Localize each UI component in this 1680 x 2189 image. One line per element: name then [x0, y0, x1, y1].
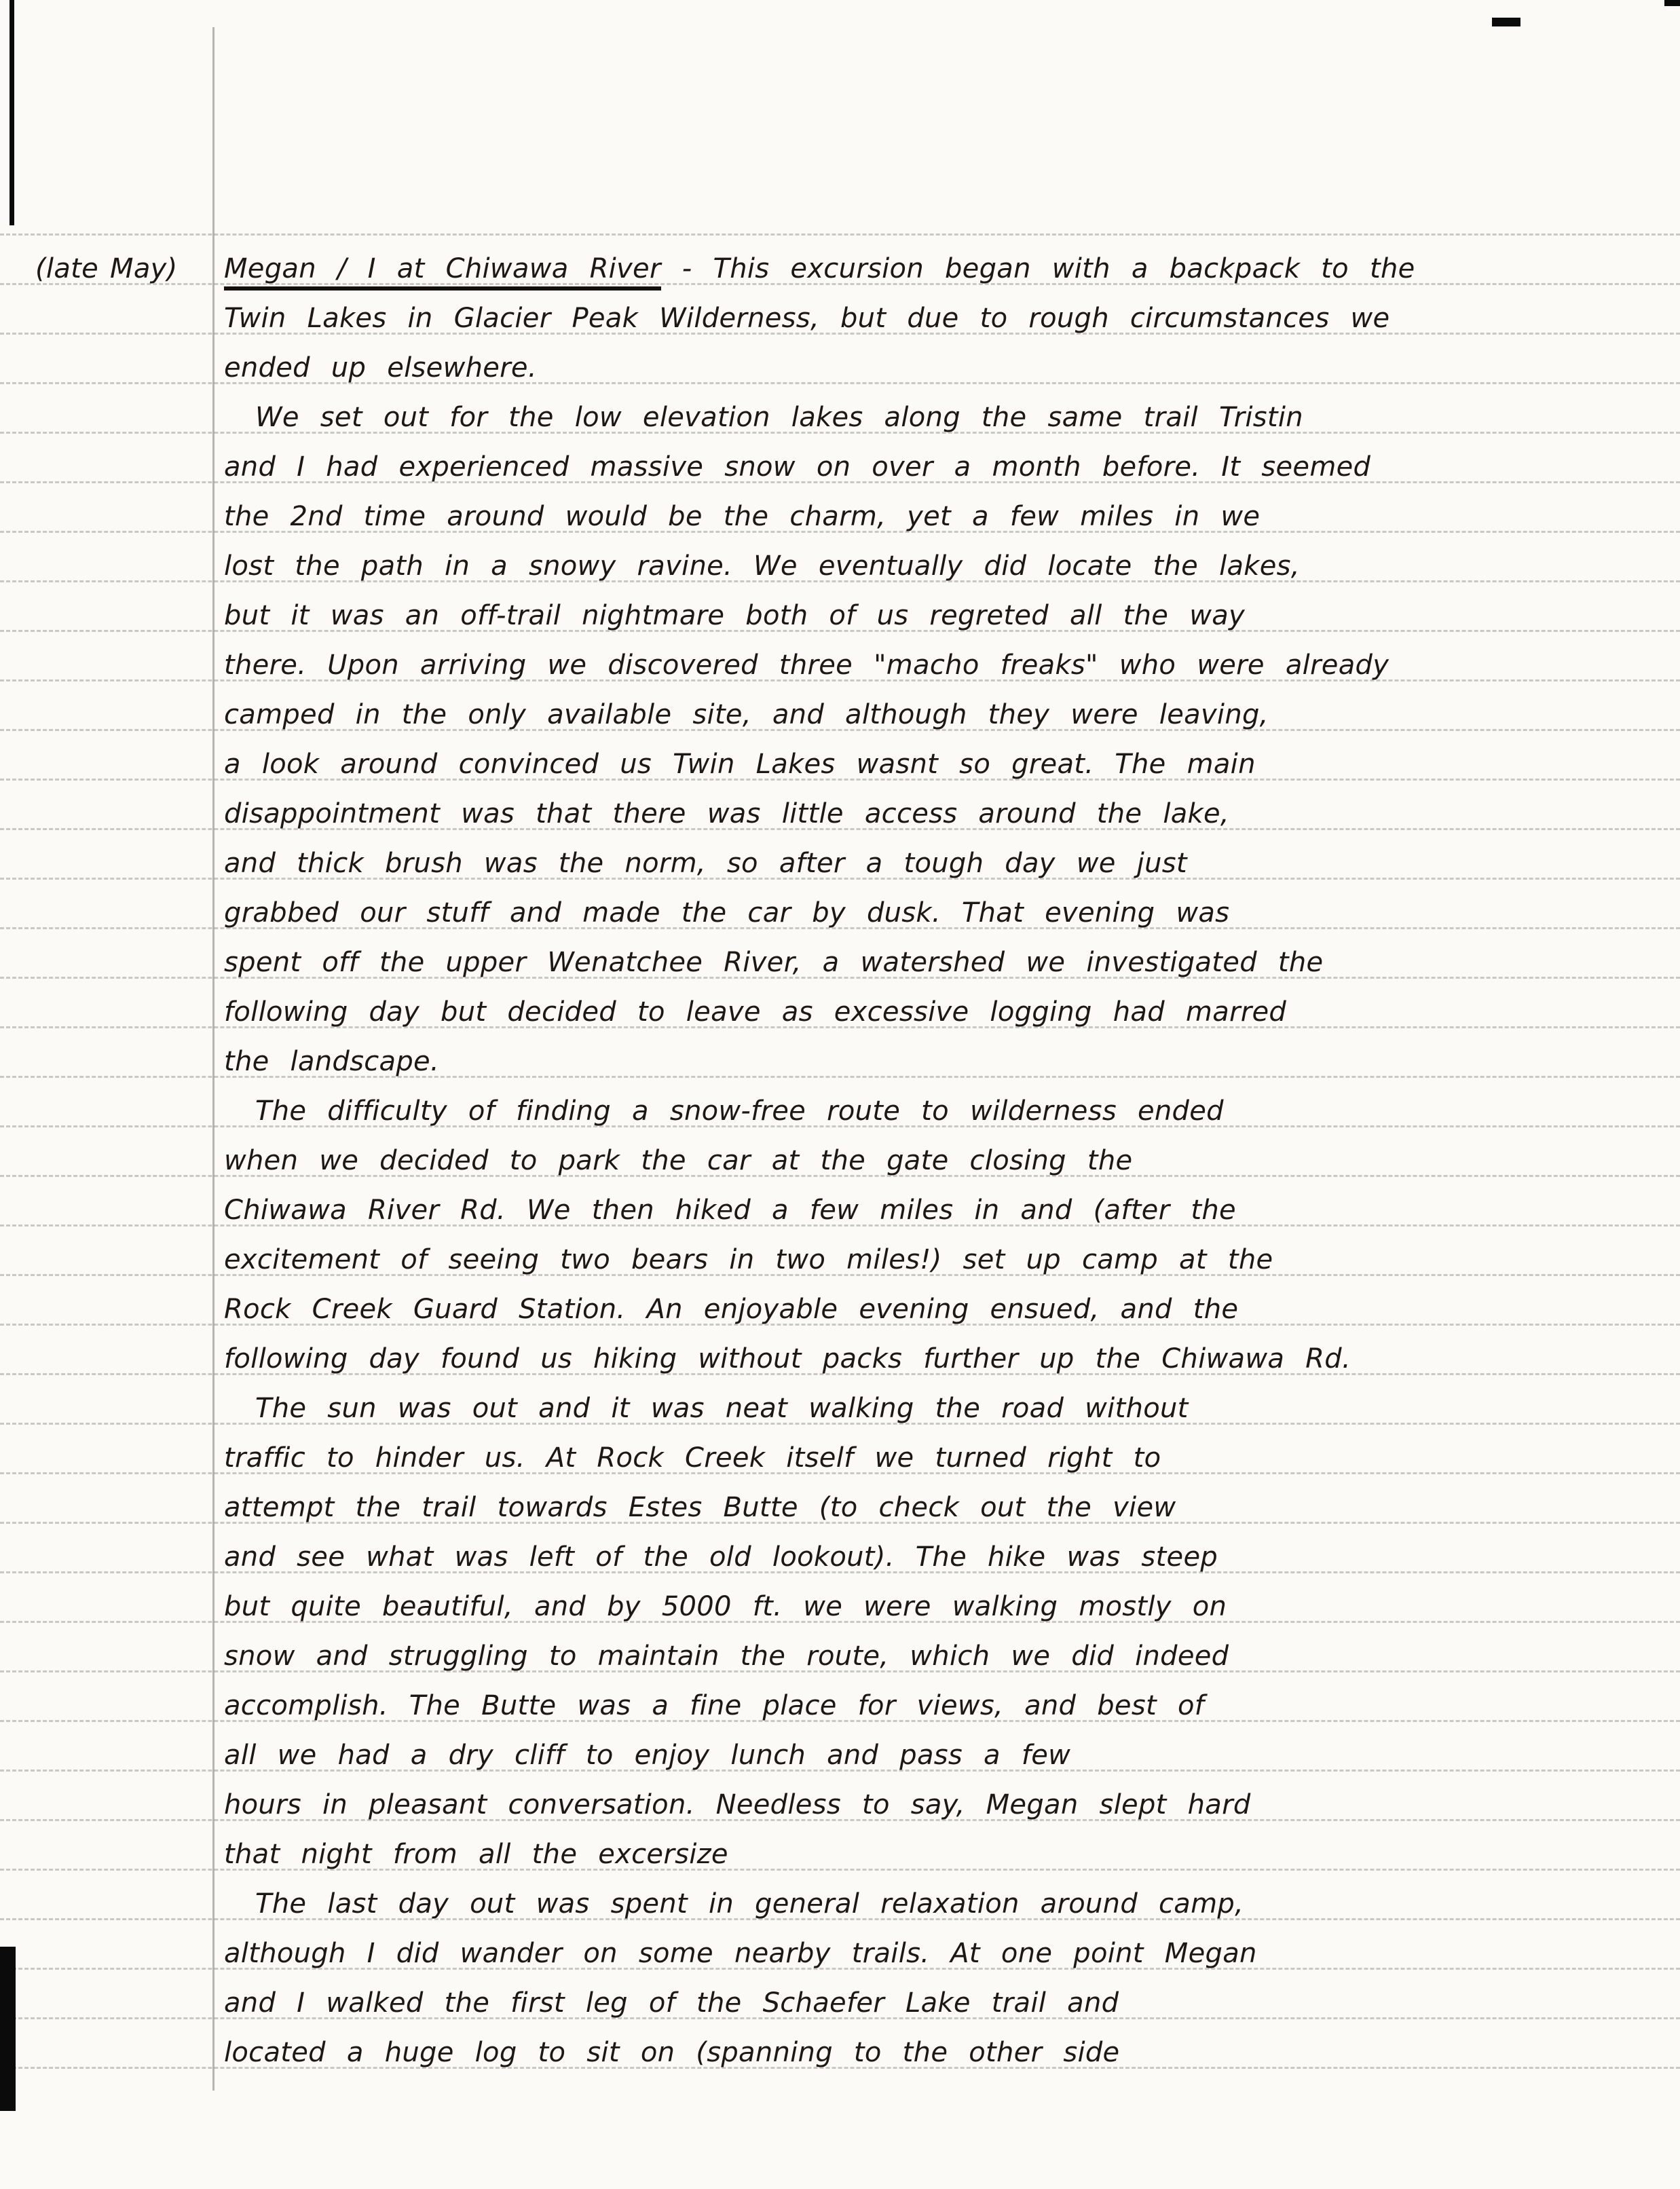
handwritten-line [224, 542, 1300, 591]
handwritten-text: traffic to hinder us. At Rock Creek itself we turned right to [224, 1442, 1161, 1474]
handwritten-line [224, 938, 1323, 988]
handwritten-line [224, 343, 537, 393]
handwritten-line [224, 690, 1269, 740]
handwritten-line [224, 591, 1245, 641]
handwritten-text: snow and struggling to maintain the route, which we did indeed [224, 1641, 1229, 1672]
handwritten-line [224, 492, 1260, 542]
handwritten-text: The last day out was spent in general relaxation around camp, [255, 1888, 1244, 1920]
handwritten-text: ended up elsewhere. [224, 352, 537, 383]
handwritten-line [224, 1632, 1229, 1681]
handwritten-text: all we had a dry cliff to enjoy lunch and pass a few [224, 1740, 1071, 1771]
handwritten-line [224, 1186, 1236, 1235]
handwritten-text: Chiwawa River Rd. We then hiked a few miles in and (after the [224, 1195, 1236, 1226]
handwritten-text: disappointment was that there was little access around the lake, [224, 798, 1229, 829]
handwritten-line [224, 641, 1389, 690]
ruled-line [0, 233, 1680, 236]
handwritten-text: the landscape. [224, 1046, 439, 1077]
handwritten-text: but it was an off-trail nightmare both of us regreted all the way [224, 600, 1245, 631]
handwritten-text: grabbed our stuff and made the car by dusk. That evening was [224, 897, 1230, 929]
handwritten-line [224, 294, 1389, 343]
handwritten-line [224, 740, 1256, 789]
handwritten-text: The sun was out and it was neat walking the road without [255, 1393, 1189, 1424]
handwritten-text: when we decided to park the car at the gate closing the [224, 1145, 1133, 1176]
margin-date-note: (late May) [35, 253, 178, 284]
handwritten-text: camped in the only available site, and although they were leaving, [224, 699, 1269, 730]
handwritten-text: but quite beautiful, and by 5000 ft. we were walking mostly on [224, 1591, 1227, 1622]
handwritten-line [224, 1830, 728, 1879]
handwritten-line [224, 1037, 439, 1087]
handwritten-line [224, 988, 1286, 1037]
handwritten-text: and see what was left of the old lookout). The hike was steep [224, 1541, 1218, 1573]
scan-artifact-top-right-corner [1664, 0, 1680, 6]
handwritten-line [224, 789, 1229, 839]
handwritten-line [224, 1334, 1351, 1384]
handwritten-line [224, 1979, 1119, 2028]
handwritten-line [224, 1582, 1227, 1632]
handwritten-text: following day but decided to leave as excessive logging had marred [224, 996, 1287, 1028]
handwritten-line [224, 1384, 1189, 1434]
scan-artifact-left-top [10, 0, 14, 225]
handwritten-text: We set out for the low elevation lakes along the same trail Tristin [255, 402, 1303, 433]
handwritten-line [224, 1780, 1251, 1830]
handwritten-line [224, 1731, 1070, 1780]
margin-rule-line [212, 27, 214, 2091]
handwritten-text: excitement of seeing two bears in two miles!) set up camp at the [224, 1244, 1273, 1275]
handwritten-line [224, 1285, 1238, 1334]
handwritten-text: attempt the trail towards Estes Butte (to check out the view [224, 1492, 1176, 1523]
handwritten-line [224, 2028, 1119, 2078]
handwritten-text: there. Upon arriving we discovered three "macho freaks" who were already [224, 650, 1389, 681]
handwritten-line [35, 244, 1415, 294]
handwritten-line [224, 1235, 1273, 1285]
handwritten-text: accomplish. The Butte was a fine place for views, and best of [224, 1690, 1205, 1721]
handwritten-text: lost the path in a snowy ravine. We eventually did locate the lakes, [224, 550, 1300, 582]
handwritten-text: hours in pleasant conversation. Needless to say, Megan slept hard [224, 1789, 1251, 1820]
handwritten-line [224, 1681, 1204, 1731]
handwritten-line [224, 1483, 1176, 1533]
handwritten-text: located a huge log to sit on (spanning to the other side [224, 2037, 1120, 2068]
handwritten-text: spent off the upper Wenatchee River, a watershed we investigated the [224, 947, 1324, 978]
scan-artifact-top-dash [1492, 18, 1520, 26]
handwritten-line [224, 888, 1229, 938]
handwritten-text: Twin Lakes in Glacier Peak Wilderness, but due to rough circumstances we [224, 303, 1390, 334]
handwritten-text: and I walked the first leg of the Schaefer Lake trail and [224, 1987, 1119, 2019]
handwritten-line [224, 443, 1370, 492]
handwritten-line [224, 839, 1187, 888]
handwritten-line [224, 1087, 1224, 1136]
handwritten-line [224, 1136, 1132, 1186]
handwritten-line [224, 1929, 1257, 1979]
handwritten-text: and I had experienced massive snow on over a month before. It seemed [224, 451, 1371, 483]
handwritten-line [224, 1533, 1218, 1582]
scan-artifact-left-bottom [0, 1947, 16, 2111]
handwritten-text: that night from all the excersize [224, 1839, 728, 1870]
handwritten-text: - This excursion began with a backpack to the [660, 253, 1415, 284]
entry-title-underlined: Megan / I at Chiwawa River [224, 253, 661, 291]
handwritten-text: Rock Creek Guard Station. An enjoyable evening ensued, and the [224, 1294, 1239, 1325]
handwritten-text: The difficulty of finding a snow-free route to wilderness ended [255, 1096, 1224, 1127]
handwritten-line [224, 393, 1303, 443]
handwritten-line [224, 1434, 1161, 1483]
handwritten-text: although I did wander on some nearby trails. At one point Megan [224, 1938, 1257, 1969]
handwritten-text: the 2nd time around would be the charm, yet a few miles in we [224, 501, 1261, 532]
handwritten-text: and thick brush was the norm, so after a tough day we just [224, 848, 1187, 879]
handwritten-text: following day found us hiking without packs further up the Chiwawa Rd. [224, 1343, 1351, 1374]
handwritten-text: a look around convinced us Twin Lakes wasnt so great. The main [224, 749, 1256, 780]
handwritten-line [224, 1879, 1244, 1929]
